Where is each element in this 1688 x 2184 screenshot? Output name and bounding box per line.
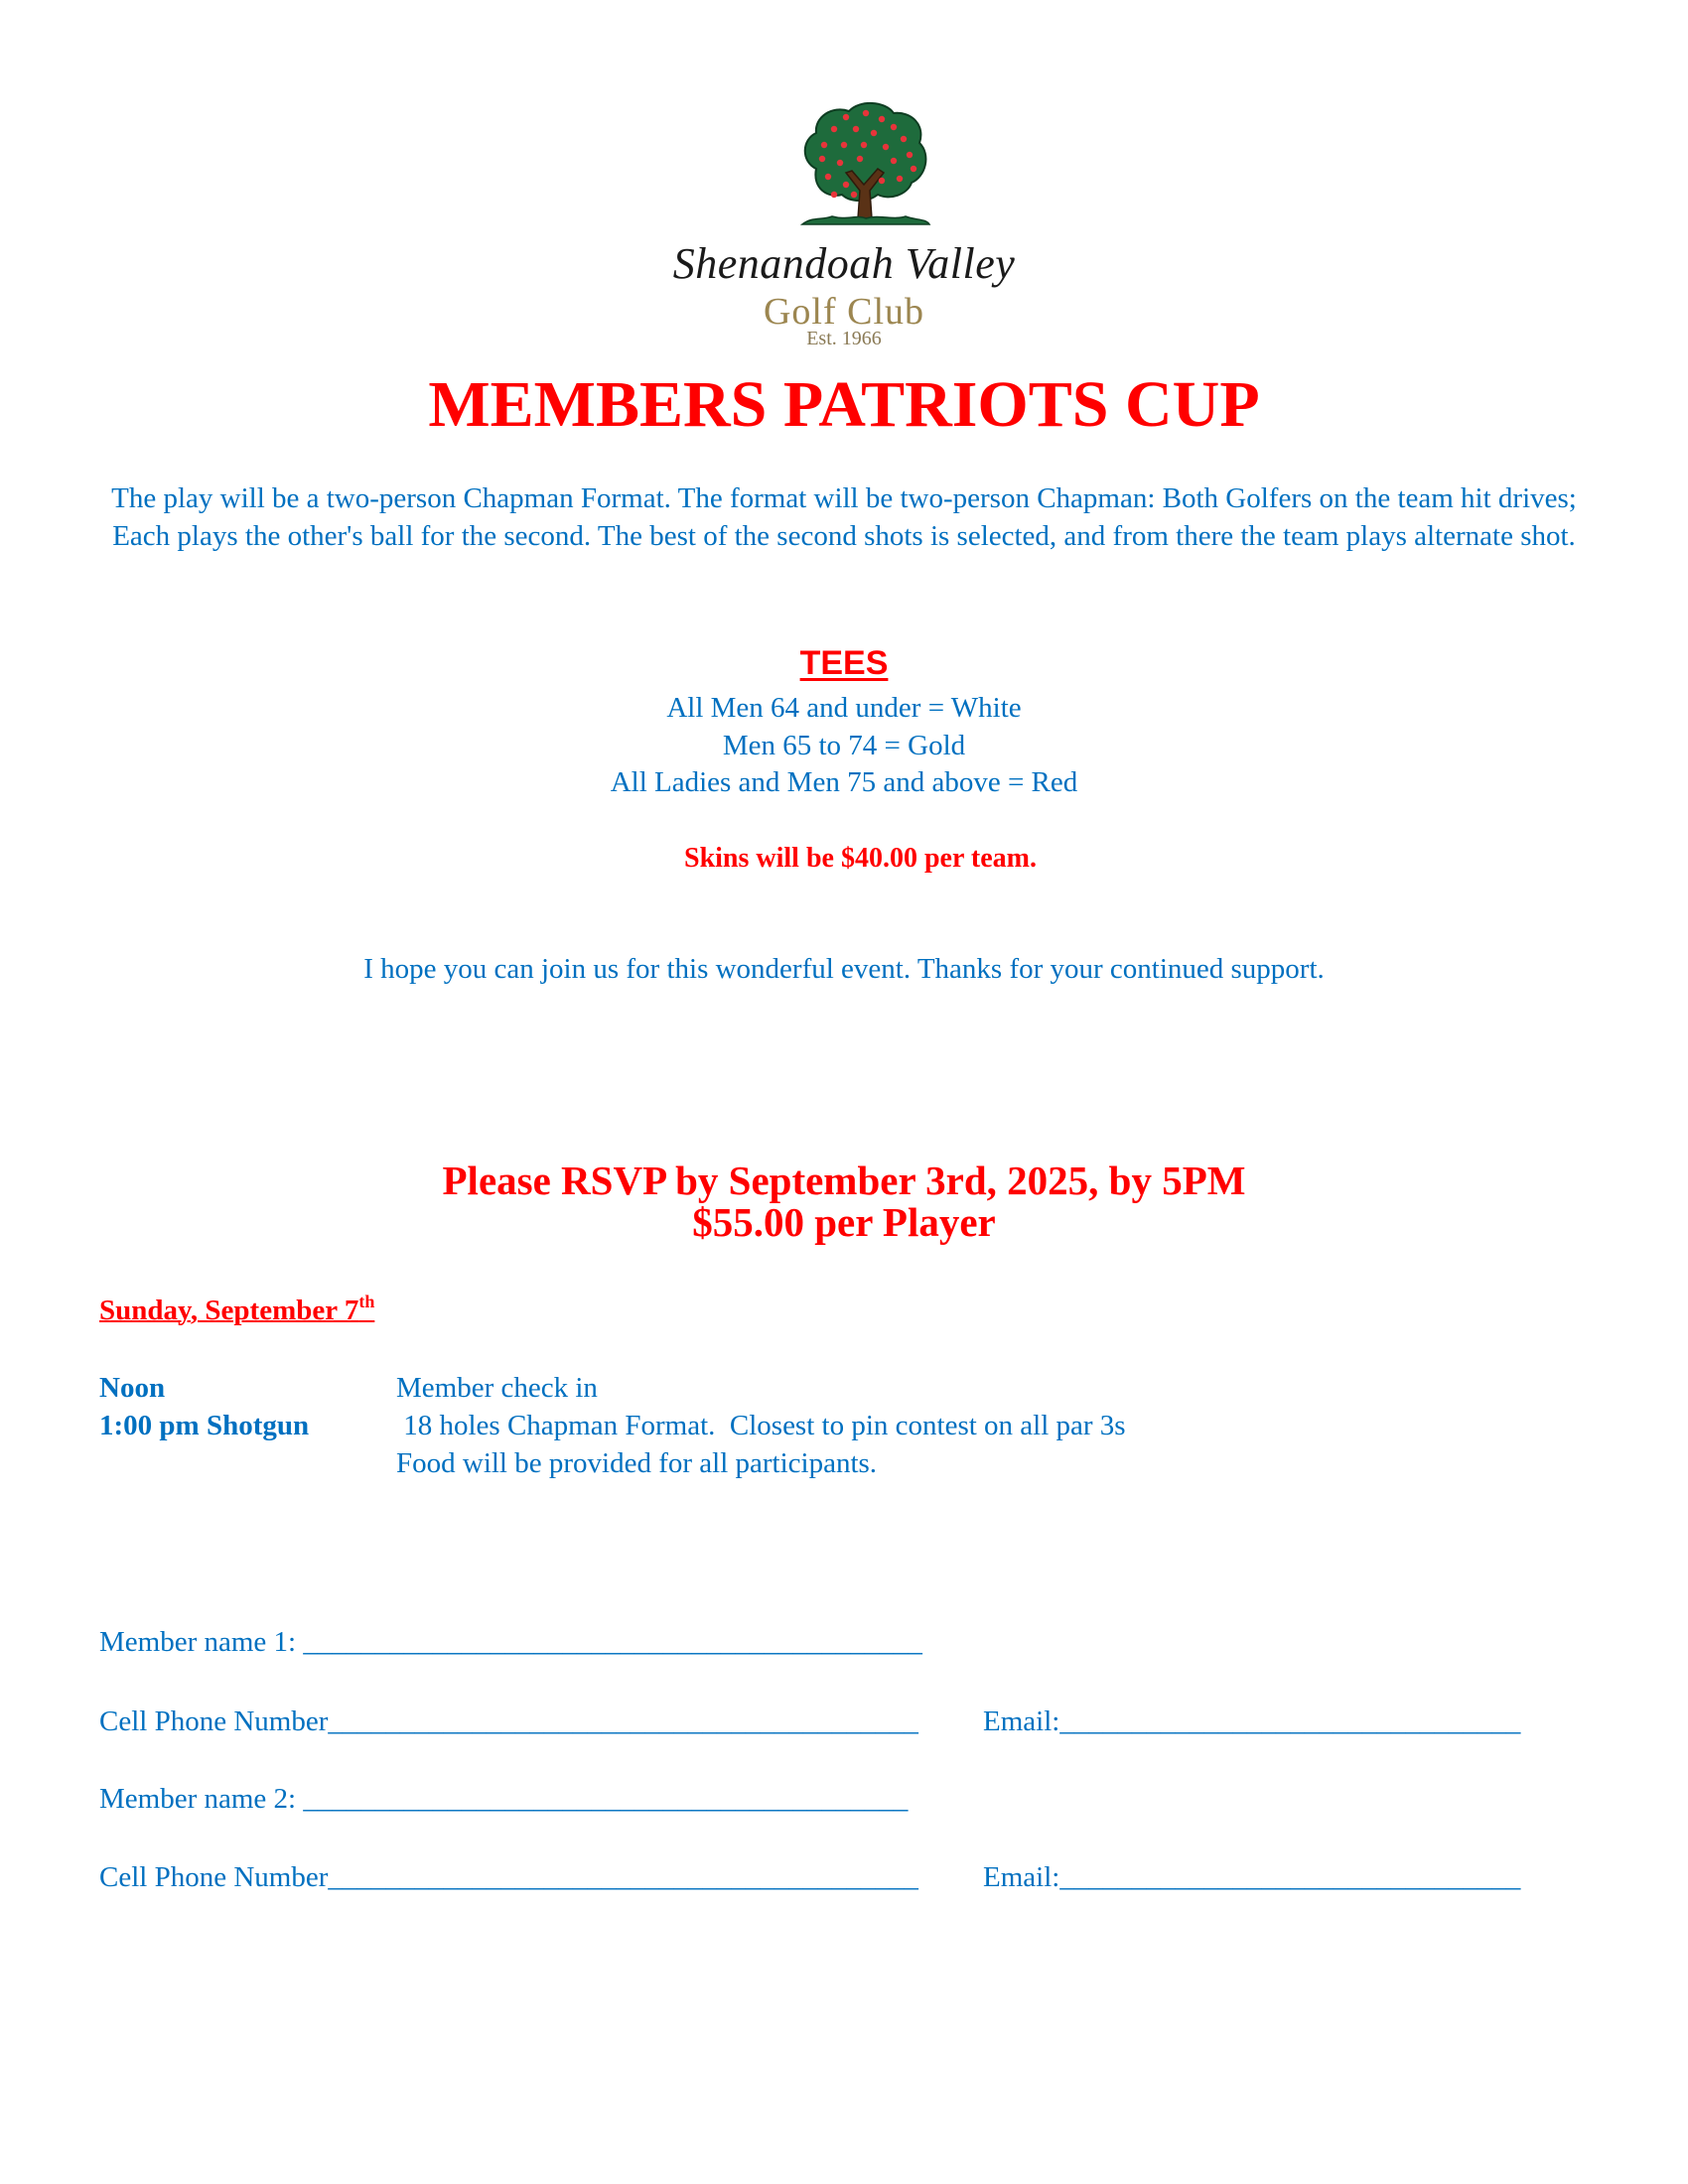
rsvp-deadline: Please RSVP by September 3rd, 2025, by 5PM <box>442 1158 1246 1203</box>
cell-phone-2-row <box>99 1859 918 1895</box>
email-2-row <box>983 1859 1520 1895</box>
tees-heading: TEES <box>799 644 889 682</box>
fruit-dot <box>853 126 859 132</box>
event-date <box>99 1293 374 1328</box>
fruit-dot <box>871 130 877 136</box>
email-2-field[interactable]: ________________________________ <box>1059 1861 1521 1893</box>
logo-name-club: Golf Club <box>763 291 925 333</box>
fruit-dot <box>843 182 849 188</box>
logo-established: Est. 1966 <box>806 328 882 349</box>
fruit-dot <box>879 178 885 184</box>
email-1-row <box>983 1704 1520 1739</box>
skins-note: Skins will be $40.00 per team. <box>684 843 1037 874</box>
member-name-1-label: Member name 1: <box>99 1626 304 1658</box>
schedule-detail-format: 18 holes Chapman Format. Closest to pin contest on all par 3s <box>396 1410 1126 1441</box>
fruit-dot <box>831 192 837 198</box>
schedule-detail-food: Food will be provided for all participants. <box>396 1447 878 1479</box>
event-date-text: Sunday, September 7 <box>99 1295 359 1326</box>
member-name-2-field[interactable]: __________________________________________ <box>303 1783 909 1815</box>
member-name-2-row <box>99 1781 908 1817</box>
event-description: The play will be a two-person Chapman Format. The format will be two-person Chapman: Both Golfers on the team hit drives; Each plays the other's ball for the second. The best of the second shots is selected, and from there the team plays alternate shot. <box>111 482 1577 552</box>
tee-line-red: All Ladies and Men 75 and above = Red <box>610 766 1078 798</box>
fruit-dot <box>851 192 857 198</box>
tee-line-gold: Men 65 to 74 = Gold <box>722 730 966 761</box>
fruit-dot <box>841 142 847 148</box>
schedule-detail-checkin: Member check in <box>396 1372 598 1404</box>
cell-phone-2-label: Cell Phone Number <box>99 1861 329 1893</box>
fruit-dot <box>831 126 837 132</box>
member-name-1-field[interactable]: ___________________________________________ <box>303 1626 922 1658</box>
fruit-dot <box>819 156 825 162</box>
fruit-dot <box>837 160 843 166</box>
fruit-dot <box>825 174 831 180</box>
logo-tree-icon <box>794 99 933 230</box>
fruit-dot <box>879 116 885 122</box>
fruit-dot <box>911 166 916 172</box>
fruit-dot <box>861 142 867 148</box>
cell-phone-1-label: Cell Phone Number <box>99 1706 329 1737</box>
email-1-label: Email: <box>983 1706 1060 1737</box>
fruit-dot <box>897 176 903 182</box>
fruit-dot <box>891 124 897 130</box>
fruit-dot <box>891 158 897 164</box>
event-date-suffix: th <box>358 1292 375 1311</box>
fruit-dot <box>907 152 913 158</box>
cell-phone-2-field[interactable]: _________________________________________ <box>328 1861 918 1893</box>
member-name-2-label: Member name 2: <box>99 1783 304 1815</box>
fruit-dot <box>883 144 889 150</box>
price-per-player: $55.00 per Player <box>692 1199 996 1245</box>
schedule-time-noon: Noon <box>99 1372 166 1404</box>
event-title: MEMBERS PATRIOTS CUP <box>428 368 1260 441</box>
email-1-field[interactable]: ________________________________ <box>1059 1706 1521 1737</box>
fruit-dot <box>857 156 863 162</box>
cell-phone-1-field[interactable]: _________________________________________ <box>328 1706 918 1737</box>
closing-note: I hope you can join us for this wonderful event. Thanks for your continued support. <box>363 953 1325 985</box>
fruit-dot <box>821 142 827 148</box>
fruit-dot <box>863 110 869 116</box>
cell-phone-1-row <box>99 1704 918 1739</box>
schedule-time-shotgun: 1:00 pm Shotgun <box>99 1410 310 1441</box>
logo-name-script: Shenandoah Valley <box>672 239 1016 288</box>
fruit-dot <box>901 136 907 142</box>
tee-line-white: All Men 64 and under = White <box>666 692 1022 724</box>
fruit-dot <box>843 114 849 120</box>
email-2-label: Email: <box>983 1861 1060 1893</box>
member-name-1-row <box>99 1624 922 1660</box>
